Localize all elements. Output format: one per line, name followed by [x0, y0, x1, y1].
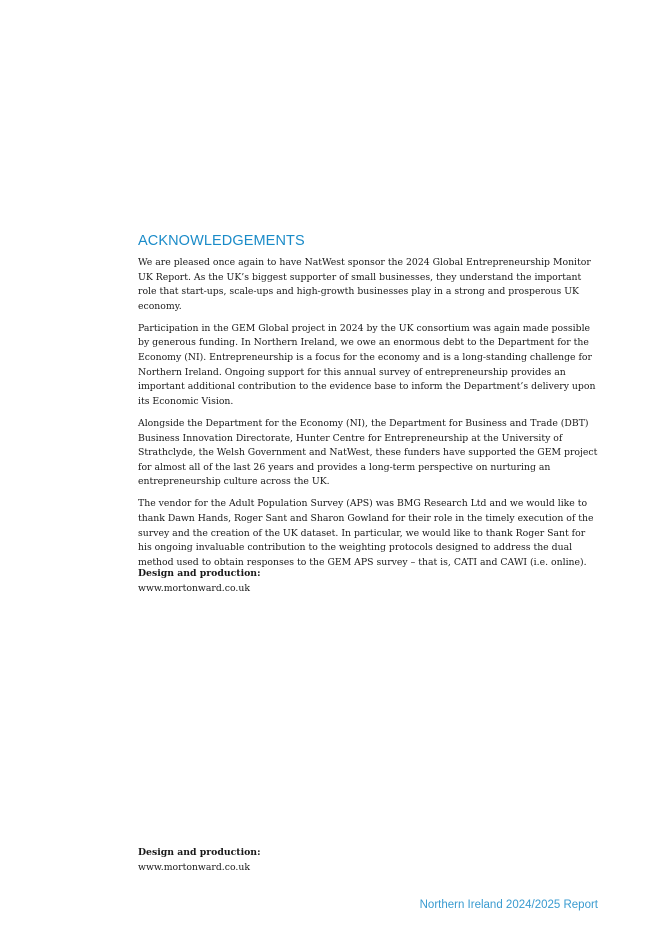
- page-title: ACKNOWLEDGEMENTS: [138, 233, 305, 249]
- paragraph-funders: Alongside the Department for the Economy (NI), the Department for Business and Trade (DBT) Business Innovation Directorate, Hunter Centre for Entrepreneurship at the University of Strathclyde, the Welsh Government and NatWest, these funders have supported the GEM project for almost all of the last 26 years and provides a long-term perspective on nurturing an entrepreneurship culture across the UK.: [138, 417, 598, 488]
- paragraph-sponsor: We are pleased once again to have NatWest sponsor the 2024 Global Entrepreneurship Monitor UK Report. As the UK’s biggest supporter of small businesses, they understand the important role that start-ups, scale-ups and high-growth businesses play in a strong and prosperous UK economy.: [138, 257, 591, 312]
- design-credit-bottom: [138, 846, 261, 875]
- design-credit: [138, 567, 261, 596]
- design-credit-link[interactable]: www.mortonward.co.uk: [138, 861, 250, 873]
- acknowledgements-body: [138, 256, 600, 578]
- report-footer: Northern Ireland 2024/2025 Report: [419, 899, 598, 911]
- paragraph-participation: Participation in the GEM Global project in 2024 by the UK consortium was again made possible by generous funding. In Northern Ireland, we owe an enormous debt to the Department for the Economy (NI). Entrepreneurship is a focus for the economy and is a long-standing challenge for Northern Ireland. Ongoing support for this annual survey of entrepreneurship provides an important additional contribution to the evidence base to inform the Department’s delivery upon its Economic Vision.: [138, 322, 596, 407]
- design-credit-label: Design and production:: [138, 568, 261, 579]
- design-credit-link[interactable]: www.mortonward.co.uk: [138, 582, 250, 594]
- paragraph-vendor: The vendor for the Adult Population Survey (APS) was BMG Research Ltd and we would like to thank Dawn Hands, Roger Sant and Sharon Gowland for their role in the timely execution of the survey and the creation of the UK dataset. In particular, we would like to thank Roger Sant for his ongoing invaluable contribution to the weighting protocols designed to address the dual method used to obtain responses to the GEM APS survey – that is, CATI and CAWI (i.e. online).: [138, 498, 594, 568]
- design-credit-label: Design and production:: [138, 847, 261, 858]
